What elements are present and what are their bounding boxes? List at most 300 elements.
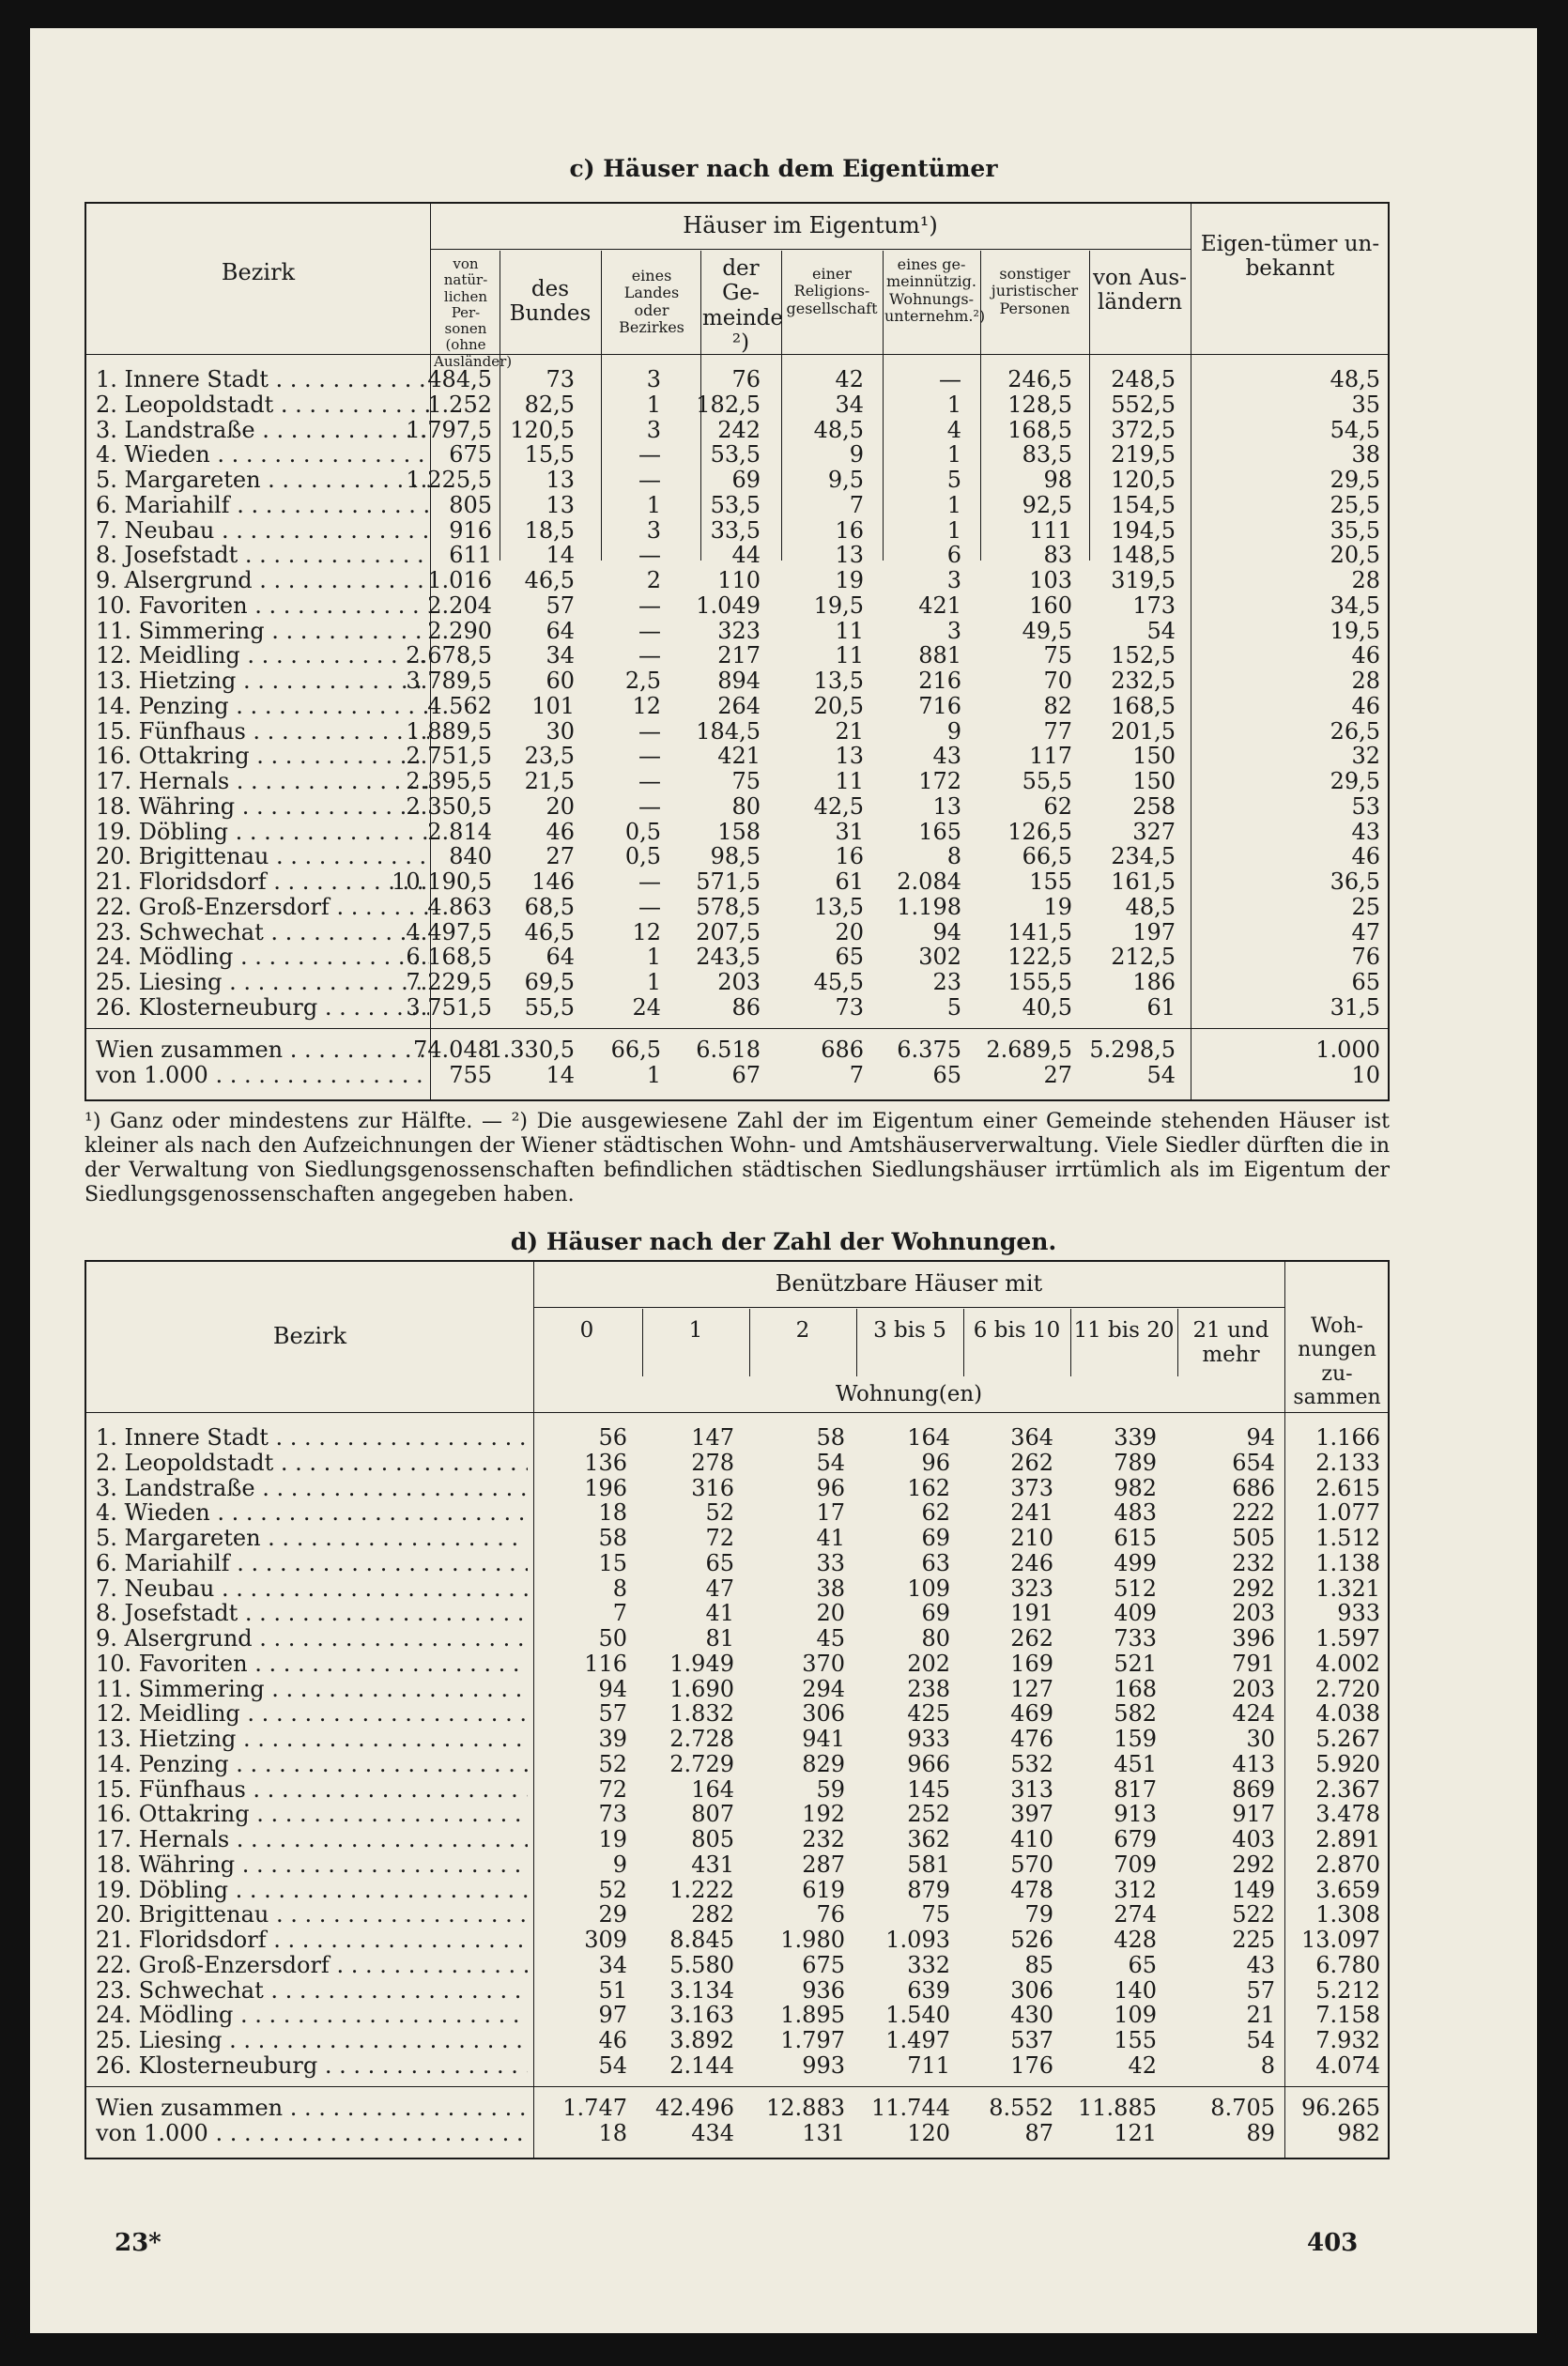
cell: — xyxy=(939,366,961,392)
row-label: 3. Landstraße . . . xyxy=(96,418,429,443)
cell: 2 xyxy=(646,567,661,593)
cell: 8.705 xyxy=(1210,2095,1275,2121)
cell: 69,5 xyxy=(524,969,575,995)
cell: 92,5 xyxy=(1022,491,1072,518)
cell: 1 xyxy=(646,1062,661,1088)
cell: 7.229,5 xyxy=(406,969,492,995)
cell: 1.980 xyxy=(780,1927,845,1953)
cell: 54 xyxy=(1146,617,1176,644)
cell: 64 xyxy=(546,944,575,971)
cell: 817 xyxy=(1114,1775,1157,1803)
cell: 13 xyxy=(546,467,575,493)
cell: 1.000 xyxy=(1315,1037,1380,1063)
cell: 933 xyxy=(907,1726,950,1752)
cell: 532 xyxy=(1010,1750,1053,1777)
cell: 478 xyxy=(1010,1876,1053,1903)
cell: 499 xyxy=(1114,1549,1157,1576)
cell: 413 xyxy=(1232,1750,1275,1777)
cell: 1.895 xyxy=(780,2002,845,2029)
cell: 805 xyxy=(691,1826,734,1852)
cell: 0,5 xyxy=(624,818,661,845)
cell: 2.870 xyxy=(1315,1851,1380,1878)
cell: 164 xyxy=(907,1424,950,1451)
cell: 2.133 xyxy=(1315,1449,1380,1476)
cell: 62 xyxy=(921,1499,950,1527)
table-row xyxy=(86,1878,1388,1903)
cell: 3.892 xyxy=(669,2027,734,2053)
cell: 639 xyxy=(907,1976,950,2004)
row-label: 24. Mödling . . . xyxy=(96,2003,528,2028)
cell: 4.863 xyxy=(427,893,492,920)
cell: 58 xyxy=(816,1424,845,1451)
cell: 47 xyxy=(1351,918,1380,945)
cell: 46 xyxy=(1351,692,1380,719)
cell: 611 xyxy=(449,542,492,569)
d-header-col: 0 xyxy=(579,1318,594,1343)
cell: 69 xyxy=(731,467,761,493)
cell: 30 xyxy=(546,717,575,745)
cell: 121 xyxy=(1114,2120,1157,2146)
table-row xyxy=(86,643,1388,668)
cell: 155 xyxy=(1114,2027,1157,2053)
cell: 103 xyxy=(1029,567,1072,593)
cell: 469 xyxy=(1010,1700,1053,1728)
cell: 158 xyxy=(717,818,761,845)
cell: 537 xyxy=(1010,2027,1053,2053)
cell: 6.780 xyxy=(1315,1951,1380,1978)
cell: 4.038 xyxy=(1315,1700,1380,1728)
cell: 8.845 xyxy=(669,1927,734,1953)
row-label: 4. Wieden . . . xyxy=(96,442,429,468)
cell: 97 xyxy=(598,2002,627,2029)
c-header-bezirk: Bezirk xyxy=(221,259,296,285)
row-label: 1. Innere Stadt . . . xyxy=(96,367,429,392)
cell: 941 xyxy=(802,1726,845,1752)
cell: 75 xyxy=(921,1901,950,1928)
cell: 1.252 xyxy=(427,391,492,418)
section-d-title: d) Häuser nach der Zahl der Wohnungen. xyxy=(510,1228,1057,1255)
row-label: 25. Liesing . . . xyxy=(96,2028,528,2053)
cell: 34 xyxy=(598,1951,627,1978)
cell: 916 xyxy=(449,516,492,544)
cell: 362 xyxy=(907,1826,950,1852)
cell: 1.049 xyxy=(696,592,761,619)
table-row xyxy=(86,1928,1388,1953)
table-row xyxy=(86,1576,1388,1602)
cell: 7 xyxy=(849,1062,864,1088)
c-header-bundes: des Bundes xyxy=(509,277,592,327)
cell: 203 xyxy=(717,969,761,995)
cell: 881 xyxy=(918,642,961,669)
cell: 936 xyxy=(802,1976,845,2004)
cell: 55,5 xyxy=(1022,768,1072,794)
cell: 17 xyxy=(816,1499,845,1527)
cell: 264 xyxy=(717,692,761,719)
cell: 29,5 xyxy=(1330,768,1380,794)
cell: 7.158 xyxy=(1315,2002,1380,2029)
cell: 675 xyxy=(802,1951,845,1978)
table-row xyxy=(86,568,1388,593)
table-row xyxy=(86,1852,1388,1878)
cell: 19 xyxy=(598,1826,627,1852)
cell: 428 xyxy=(1114,1927,1157,1953)
cell: 3 xyxy=(646,416,661,443)
cell: 966 xyxy=(907,1750,950,1777)
table-row xyxy=(86,970,1388,995)
cell: 69 xyxy=(921,1600,950,1627)
cell: 42.496 xyxy=(655,2095,734,2121)
cell: 582 xyxy=(1114,1700,1157,1728)
cell: 136 xyxy=(584,1449,627,1476)
cell: 3 xyxy=(946,617,961,644)
cell: 327 xyxy=(1132,818,1176,845)
cell: 26,5 xyxy=(1330,717,1380,745)
table-d xyxy=(85,1260,1390,2159)
cell: — xyxy=(638,792,661,820)
cell: 20 xyxy=(546,792,575,820)
cell: 212,5 xyxy=(1111,944,1176,971)
cell: 3.751,5 xyxy=(406,993,492,1021)
cell: 1.198 xyxy=(897,893,961,920)
cell: 2.290 xyxy=(427,617,492,644)
row-label: 2. Leopoldstadt . . . xyxy=(96,392,429,418)
cell: 145 xyxy=(907,1775,950,1803)
cell: 13.097 xyxy=(1301,1927,1380,1953)
cell: 451 xyxy=(1114,1750,1157,1777)
row-label: 10. Favoriten . . . xyxy=(96,1652,528,1677)
cell: 172 xyxy=(918,768,961,794)
cell: 11 xyxy=(835,617,864,644)
cell: 21 xyxy=(835,717,864,745)
cell: 3.789,5 xyxy=(406,668,492,694)
cell: 373 xyxy=(1010,1474,1053,1501)
cell: 526 xyxy=(1010,1927,1053,1953)
row-label: 14. Penzing . . . xyxy=(96,694,429,719)
cell: 20 xyxy=(835,918,864,945)
row-label: 21. Floridsdorf . . . xyxy=(96,869,429,895)
cell: 323 xyxy=(1010,1575,1053,1602)
cell: 248,5 xyxy=(1111,366,1176,392)
cell: — xyxy=(638,717,661,745)
cell: 306 xyxy=(802,1700,845,1728)
cell: 10.190,5 xyxy=(392,868,492,895)
cell: 72 xyxy=(705,1525,734,1551)
d-header-bezirk: Bezirk xyxy=(272,1323,347,1349)
table-row xyxy=(86,367,1388,392)
row-label: 9. Alsergrund . . . xyxy=(96,568,429,593)
table-row xyxy=(86,769,1388,794)
cell: 571,5 xyxy=(696,868,761,895)
cell: 409 xyxy=(1114,1600,1157,1627)
cell: 222 xyxy=(1232,1499,1275,1527)
cell: 74.048 xyxy=(413,1037,492,1063)
cell: 46,5 xyxy=(524,567,575,593)
table-c xyxy=(85,202,1390,1101)
cell: 120,5 xyxy=(1111,467,1176,493)
cell: 42,5 xyxy=(813,792,864,820)
cell: 94 xyxy=(1246,1424,1275,1451)
cell: 1.222 xyxy=(669,1876,734,1903)
cell: 12 xyxy=(632,918,661,945)
cell: 619 xyxy=(802,1876,845,1903)
row-label: 13. Hietzing . . . xyxy=(96,668,429,694)
cell: 993 xyxy=(802,2051,845,2079)
cell: 6.168,5 xyxy=(406,944,492,971)
cell: 110 xyxy=(717,567,761,593)
cell: 69 xyxy=(921,1525,950,1551)
cell: 1.512 xyxy=(1315,1525,1380,1551)
row-label: 23. Schwechat . . . xyxy=(96,1978,528,2004)
cell: 232 xyxy=(1232,1549,1275,1576)
cell: 274 xyxy=(1114,1901,1157,1928)
cell: 570 xyxy=(1010,1851,1053,1878)
cell: 2.678,5 xyxy=(406,642,492,669)
row-label: 18. Währing . . . xyxy=(96,1852,528,1878)
cell: 1.832 xyxy=(669,1700,734,1728)
row-label: 8. Josefstadt . . . xyxy=(96,1601,528,1626)
d-header-col: 21 und mehr xyxy=(1192,1318,1269,1368)
cell: 1.166 xyxy=(1315,1424,1380,1451)
cell: 679 xyxy=(1114,1826,1157,1852)
table-row xyxy=(86,1652,1388,1677)
row-label: 26. Klosterneuburg . . . xyxy=(96,2053,528,2079)
cell: 332 xyxy=(907,1951,950,1978)
c-header-group: Häuser im Eigentum¹) xyxy=(683,212,938,238)
total-row xyxy=(86,2121,1388,2146)
row-label: 16. Ottakring . . . xyxy=(96,744,429,769)
total-label: Wien zusammen . . . xyxy=(96,1037,429,1063)
cell: 65 xyxy=(835,944,864,971)
row-label: 6. Mariahilf . . . xyxy=(96,1551,528,1576)
cell: 65 xyxy=(1351,969,1380,995)
cell: 216 xyxy=(918,668,961,694)
cell: 879 xyxy=(907,1876,950,1903)
table-row xyxy=(86,1802,1388,1827)
cell: 397 xyxy=(1010,1801,1053,1828)
cell: 27 xyxy=(546,843,575,870)
cell: 2.720 xyxy=(1315,1675,1380,1702)
cell: 7.932 xyxy=(1315,2027,1380,2053)
cell: 1 xyxy=(646,491,661,518)
cell: 686 xyxy=(821,1037,864,1063)
row-label: 3. Landstraße . . . xyxy=(96,1476,528,1501)
cell: 191 xyxy=(1010,1600,1053,1627)
cell: 894 xyxy=(717,668,761,694)
cell: 21 xyxy=(1246,2002,1275,2029)
cell: 51 xyxy=(598,1976,627,2004)
cell: 1.597 xyxy=(1315,1625,1380,1652)
cell: 5.920 xyxy=(1315,1750,1380,1777)
cell: 1.225,5 xyxy=(406,467,492,493)
row-label: 18. Währing . . . xyxy=(96,794,429,820)
c-header-gemeinde: der Ge-meinde ²) xyxy=(702,256,783,356)
cell: 505 xyxy=(1232,1525,1275,1551)
cell: — xyxy=(638,743,661,770)
cell: 686 xyxy=(1232,1474,1275,1501)
cell: 52 xyxy=(598,1750,627,1777)
cell: 34 xyxy=(835,391,864,418)
cell: 49,5 xyxy=(1022,617,1072,644)
cell: 23 xyxy=(932,969,961,995)
cell: 57 xyxy=(546,592,575,619)
cell: 2.751,5 xyxy=(406,743,492,770)
cell: 1.747 xyxy=(562,2095,627,2121)
cell: 168,5 xyxy=(1111,692,1176,719)
cell: 2.728 xyxy=(669,1726,734,1752)
cell: 53,5 xyxy=(710,441,761,469)
cell: 46 xyxy=(1351,642,1380,669)
document-page xyxy=(30,28,1537,2333)
cell: 1.797,5 xyxy=(406,416,492,443)
row-label: 1. Innere Stadt . . . xyxy=(96,1425,528,1451)
total-row xyxy=(86,1037,1388,1063)
cell: 10 xyxy=(1351,1062,1380,1088)
table-row xyxy=(86,1526,1388,1551)
cell: 1.949 xyxy=(669,1650,734,1677)
cell: 1 xyxy=(946,441,961,469)
cell: 150 xyxy=(1132,768,1176,794)
table-row xyxy=(86,1677,1388,1702)
cell: 30 xyxy=(1246,1726,1275,1752)
total-row xyxy=(86,2096,1388,2121)
cell: 225 xyxy=(1232,1927,1275,1953)
cell: 31 xyxy=(835,818,864,845)
cell: 3 xyxy=(946,567,961,593)
cell: — xyxy=(638,868,661,895)
row-label: 9. Alsergrund . . . xyxy=(96,1626,528,1652)
cell: 65 xyxy=(1128,1951,1157,1978)
cell: 87 xyxy=(1024,2120,1053,2146)
cell: 5 xyxy=(946,993,961,1021)
d-header-total: Woh-nungen zu-sammen xyxy=(1293,1314,1381,1409)
cell: 61 xyxy=(1146,993,1176,1021)
cell: 1.690 xyxy=(669,1675,734,1702)
table-row xyxy=(86,869,1388,895)
cell: 19,5 xyxy=(813,592,864,619)
cell: 111 xyxy=(1029,516,1072,544)
cell: 116 xyxy=(584,1650,627,1677)
cell: 81 xyxy=(705,1625,734,1652)
cell: 35 xyxy=(1351,391,1380,418)
table-row xyxy=(86,442,1388,468)
table-row xyxy=(86,593,1388,619)
row-label: 12. Meidling . . . xyxy=(96,643,429,668)
cell: 2.204 xyxy=(427,592,492,619)
cell: 581 xyxy=(907,1851,950,1878)
cell: 11 xyxy=(835,642,864,669)
cell: 913 xyxy=(1114,1801,1157,1828)
cell: 54 xyxy=(598,2051,627,2079)
table-row xyxy=(86,2028,1388,2053)
table-row xyxy=(86,1777,1388,1803)
row-label: 22. Groß-Enzersdorf . . . xyxy=(96,1953,528,1978)
cell: 202 xyxy=(907,1650,950,1677)
cell: 35,5 xyxy=(1330,516,1380,544)
cell: 169 xyxy=(1010,1650,1053,1677)
cell: 41 xyxy=(705,1600,734,1627)
cell: 424 xyxy=(1232,1700,1275,1728)
cell: 1 xyxy=(646,391,661,418)
cell: 309 xyxy=(584,1927,627,1953)
cell: 76 xyxy=(731,366,761,392)
row-label: 10. Favoriten . . . xyxy=(96,593,429,619)
cell: 56 xyxy=(598,1424,627,1451)
table-row xyxy=(86,744,1388,769)
d-header-col: 11 bis 20 xyxy=(1073,1318,1175,1343)
cell: 287 xyxy=(802,1851,845,1878)
cell: 75 xyxy=(1043,642,1072,669)
cell: 2.367 xyxy=(1315,1775,1380,1803)
cell: 54 xyxy=(816,1449,845,1476)
cell: 34 xyxy=(546,642,575,669)
table-row xyxy=(86,1626,1388,1652)
cell: 709 xyxy=(1114,1851,1157,1878)
cell: 196 xyxy=(584,1474,627,1501)
row-label: 13. Hietzing . . . xyxy=(96,1727,528,1752)
cell: 15 xyxy=(598,1549,627,1576)
cell: 21,5 xyxy=(524,768,575,794)
row-label: 14. Penzing . . . xyxy=(96,1752,528,1777)
cell: 755 xyxy=(449,1062,492,1088)
cell: 120,5 xyxy=(510,416,575,443)
row-label: 24. Mödling . . . xyxy=(96,945,429,970)
table-row xyxy=(86,895,1388,920)
cell: 164 xyxy=(691,1775,734,1803)
cell: 20,5 xyxy=(813,692,864,719)
cell: 316 xyxy=(691,1474,734,1501)
cell: 39 xyxy=(598,1726,627,1752)
cell: 168 xyxy=(1114,1675,1157,1702)
cell: 9 xyxy=(946,717,961,745)
cell: 11.885 xyxy=(1078,2095,1157,2121)
cell: 141,5 xyxy=(1007,918,1072,945)
cell: 186 xyxy=(1132,969,1176,995)
cell: 28 xyxy=(1351,567,1380,593)
cell: 98,5 xyxy=(710,843,761,870)
cell: 109 xyxy=(1114,2002,1157,2029)
cell: 2.084 xyxy=(897,868,961,895)
cell: 319,5 xyxy=(1111,567,1176,593)
cell: 370 xyxy=(802,1650,845,1677)
cell: 262 xyxy=(1010,1625,1053,1652)
row-label: 5. Margareten . . . xyxy=(96,1526,528,1551)
c-header-landes: eines Landes oder Bezirkes xyxy=(619,267,684,337)
c-header-unbekannt: Eigen-tümer un-bekannt xyxy=(1200,232,1380,282)
cell: 197 xyxy=(1132,918,1176,945)
cell: 83,5 xyxy=(1022,441,1072,469)
cell: 117 xyxy=(1029,743,1072,770)
cell: 258 xyxy=(1132,792,1176,820)
cell: 41 xyxy=(816,1525,845,1551)
cell: 60 xyxy=(546,668,575,694)
table-row xyxy=(86,2003,1388,2028)
row-label: 20. Brigittenau . . . xyxy=(96,1902,528,1928)
row-label: 15. Fünfhaus . . . xyxy=(96,719,429,745)
cell: 38 xyxy=(1351,441,1380,469)
row-label: 17. Hernals . . . xyxy=(96,769,429,794)
cell: 207,5 xyxy=(696,918,761,945)
cell: 434 xyxy=(691,2120,734,2146)
cell: 312 xyxy=(1114,1876,1157,1903)
cell: 1 xyxy=(946,491,961,518)
c-header-juristisch: sonstiger juristischer Personen xyxy=(991,265,1079,317)
cell: 219,5 xyxy=(1111,441,1176,469)
section-c-footnote: ¹) Ganz oder mindestens zur Hälfte. — ²) Die ausgewiesene Zahl der im Eigentum einer Gemeinde stehenden Häuser ist kleiner als nach den Aufzeichnungen der Wiener städtischen Wohn- und Amtshäuserverwaltung. Viele Siedler dürften die in der Verwaltung von Siedlungsgenossenschaften befindlichen städtischen Siedlungshäuser irrtümlich als im Eigentum der Siedlungsgenossenschaften angegeben haben. xyxy=(85,1110,1390,1206)
cell: 77 xyxy=(1043,717,1072,745)
cell: 64 xyxy=(546,617,575,644)
cell: 5.212 xyxy=(1315,1976,1380,2004)
cell: 31,5 xyxy=(1330,993,1380,1021)
